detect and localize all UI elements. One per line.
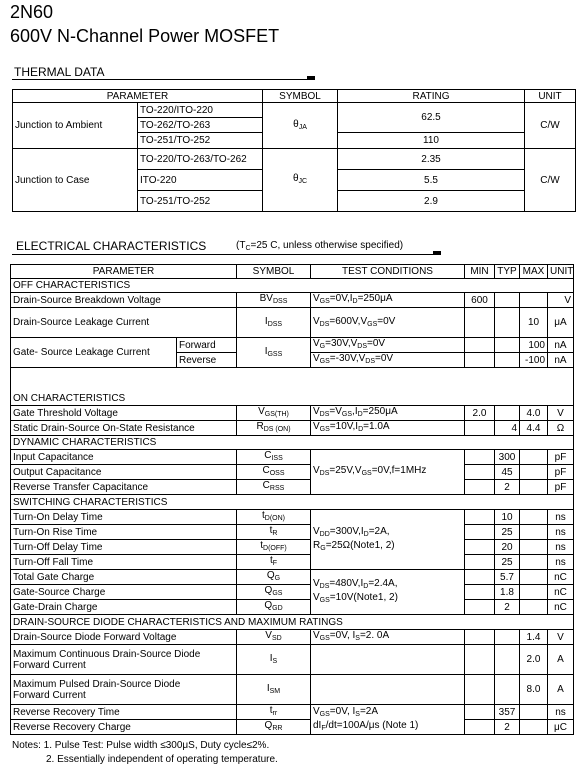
eh-min-cell: MIN [465,265,495,279]
rds-test: $V_{GS}=10V,I_D=1.0A$ [311,421,465,436]
th-symbol: SYMBOL [263,90,338,103]
igss-max-2: -100 [520,353,548,368]
idss-unit: μA [548,308,574,338]
qgd-unit: nC [548,600,574,615]
eh-symbol-cell: SYMBOL [237,265,311,279]
vth-symbol: $V_{GS(TH)}$ [237,406,311,421]
pkg-jc-1: TO-220/TO-263/TO-262 [138,149,263,170]
ism-max: 8.0 [520,675,548,705]
vsd-test: $V_{GS}=0V$, $I_S=2$. 0A [311,630,465,645]
igss-symbol: $I_{GSS}$ [237,338,311,368]
igss-forward: Forward [177,338,237,353]
idss-param: Drain-Source Leakage Current [11,308,237,338]
rds-param: Static Drain-Source On-State Resistance [11,421,237,436]
qgs-param: Gate-Source Charge [11,585,237,600]
ism-unit: A [548,675,574,705]
ciss-typ: 300 [495,450,520,465]
tf-symbol: $t_F$ [237,555,311,570]
vsd-unit: V [548,630,574,645]
ciss-symbol: $C_{ISS}$ [237,450,311,465]
eh-test-cell: TEST CONDITIONS [311,265,465,279]
bvdss-param: Drain-Source Breakdown Voltage [11,293,237,308]
eh-parameter-cell: PARAMETER [11,265,237,279]
pkg-jc-2: ITO-220 [138,170,263,191]
rds-max: 4.4 [520,421,548,436]
igss-test-1: $V_G=30V,V_{DS}=0V$ [311,338,465,353]
bvdss-test: $V_{GS}=0V,I_D=250\mu A$ [311,293,465,308]
bvdss-min: 600 [465,293,495,308]
tdon-symbol: $t_{D(ON)}$ [237,510,311,525]
vth-test: $V_{DS}=V_{GS},I_D=250\mu A$ [311,406,465,421]
rating-ja-1: 62.5 [338,103,525,133]
tr-typ: 25 [495,525,520,540]
igss-max-1: 100 [520,338,548,353]
tf-unit: ns [548,555,574,570]
vth-param: Gate Threshold Voltage [11,406,237,421]
note-2: 2. Essentially independent of operating temperature. [46,754,278,765]
tr-symbol: $t_R$ [237,525,311,540]
tf-param: Turn-Off Fall Time [11,555,237,570]
tr-param: Turn-On Rise Time [11,525,237,540]
elec-condition-note: ($T_C=25$ C, unless otherwise specified) [236,240,404,252]
thermal-title: THERMAL DATA [14,65,105,79]
coss-param: Output Capacitance [11,465,237,480]
coss-symbol: $C_{OSS}$ [237,465,311,480]
qgs-typ: 1.8 [495,585,520,600]
igss-test-2: $V_{GS}=-30V,V_{DS}=0V$ [311,353,465,368]
tdoff-typ: 20 [495,540,520,555]
tdon-unit: ns [548,510,574,525]
tf-typ: 25 [495,555,520,570]
idss-test: $V_{DS}=600V,V_{GS}=0V$ [311,308,465,338]
coss-unit: pF [548,465,574,480]
qgs-symbol: $Q_{GS}$ [237,585,311,600]
ism-param: Maximum Pulsed Drain-Source Diode Forward Current [11,675,237,705]
rating-jc-3: 2.9 [338,191,525,212]
pkg-ja-3: TO-251/TO-252 [138,133,263,149]
is-symbol: $I_S$ [237,645,311,675]
bvdss-unit: V [548,293,574,308]
qgd-symbol: $Q_{GD}$ [237,600,311,615]
thermal-table [12,89,576,212]
rating-jc-1: 2.35 [338,149,525,170]
vsd-symbol: $V_{SD}$ [237,630,311,645]
rds-symbol: $R_{DS (ON)}$ [237,421,311,436]
theta-jc-symbol: $\theta_{JC}$ [263,149,338,212]
igss-param: Gate- Source Leakage Current [11,338,177,368]
junction-case-label: Junction to Case [13,149,138,212]
trr-typ: 357 [495,705,520,720]
qgd-typ: 2 [495,600,520,615]
junction-ambient-label: Junction to Ambient [13,103,138,149]
crss-typ: 2 [495,480,520,495]
trr-unit: ns [548,705,574,720]
trr-symbol: $t_{rr}$ [237,705,311,720]
ciss-unit: pF [548,450,574,465]
section-switching: SWITCHING CHARACTERISTICS [11,495,574,510]
th-parameter: PARAMETER [13,90,263,103]
pkg-jc-3: TO-251/TO-252 [138,191,263,212]
tdoff-unit: ns [548,540,574,555]
crss-unit: pF [548,480,574,495]
qrr-param: Reverse Recovery Charge [11,720,237,735]
cap-test: $V_{DS}=25V,V_{GS}=0V,f=1MHz$ [311,450,465,495]
recovery-test: $V_{GS}=0V$, $I_S=2A$ $dI_F/dt=100A/\mu s$ (Note 1) [311,705,465,735]
idss-max: 10 [520,308,548,338]
rds-typ: 4 [495,421,520,436]
charge-test: $V_{DS}=480V,I_D=2.4A$, $V_{GS}=10V(Note1$, 2) [311,570,465,615]
eh-typ-cell: TYP [495,265,520,279]
part-number: 2N60 [10,2,54,22]
note-1: Notes: 1. Pulse Test: Pulse width ≤300μS, Duty cycle≤2%. [12,740,270,751]
theta-ja-symbol: $\theta_{JA}$ [263,103,338,149]
qg-param: Total Gate Charge [11,570,237,585]
switch-test: $V_{DD}=300V,I_D=2A$, $R_G=25\Omega(Note1$, 2) [311,510,465,570]
is-max: 2.0 [520,645,548,675]
qrr-typ: 2 [495,720,520,735]
unit-jc: C/W [525,149,576,212]
vth-unit: V [548,406,574,421]
part-subtitle: 600V N-Channel Power MOSFET [10,26,280,46]
notes [12,739,278,767]
unit-ja: C/W [525,103,576,149]
qg-typ: 5.7 [495,570,520,585]
qg-unit: nC [548,570,574,585]
igss-unit-2: nA [548,353,574,368]
ciss-param: Input Capacitance [11,450,237,465]
pkg-ja-2: TO-262/TO-263 [138,118,263,133]
trr-param: Reverse Recovery Time [11,705,237,720]
section-dynamic: DYNAMIC CHARACTERISTICS [11,436,574,450]
qrr-symbol: $Q_{RR}$ [237,720,311,735]
thermal-marker [307,76,315,80]
tdoff-param: Turn-Off Delay Time [11,540,237,555]
elec-title: ELECTRICAL CHARACTERISTICS [16,239,207,253]
bvdss-symbol: $BV_{DSS}$ [237,293,311,308]
tr-unit: ns [548,525,574,540]
vsd-param: Drain-Source Diode Forward Voltage [11,630,237,645]
igss-unit-1: nA [548,338,574,353]
vth-min: 2.0 [465,406,495,421]
th-unit: UNIT [525,90,576,103]
electrical-body [10,264,574,735]
is-unit: A [548,645,574,675]
qgs-unit: nC [548,585,574,600]
vth-max: 4.0 [520,406,548,421]
is-param: Maximum Continuous Drain-Source Diode Forward Current [11,645,237,675]
rating-jc-2: 5.5 [338,170,525,191]
rating-ja-2: 110 [338,133,525,149]
section-on: ON CHARACTERISTICS [11,392,574,406]
igss-reverse: Reverse [177,353,237,368]
coss-typ: 45 [495,465,520,480]
tdoff-symbol: $t_{D(OFF)}$ [237,540,311,555]
elec-underline [12,254,436,255]
tdon-typ: 10 [495,510,520,525]
ism-symbol: $I_{SM}$ [237,675,311,705]
vsd-max: 1.4 [520,630,548,645]
qrr-unit: μC [548,720,574,735]
eh-unit-cell: UNIT [548,265,574,279]
idss-symbol: $I_{DSS}$ [237,308,311,338]
elec-marker [433,251,441,255]
section-off: OFF CHARACTERISTICS [11,279,574,293]
crss-param: Reverse Transfer Capacitance [11,480,237,495]
section-diode: DRAIN-SOURCE DIODE CHARACTERISTICS AND MAXIMUM RATINGS [11,615,574,630]
thermal-underline [12,79,312,80]
crss-symbol: $C_{RSS}$ [237,480,311,495]
qgd-param: Gate-Drain Charge [11,600,237,615]
eh-max-cell: MAX [520,265,548,279]
th-rating: RATING [338,90,525,103]
pkg-ja-1: TO-220/ITO-220 [138,103,263,118]
qg-symbol: $Q_G$ [237,570,311,585]
rds-unit: Ω [548,421,574,436]
tdon-param: Turn-On Delay Time [11,510,237,525]
